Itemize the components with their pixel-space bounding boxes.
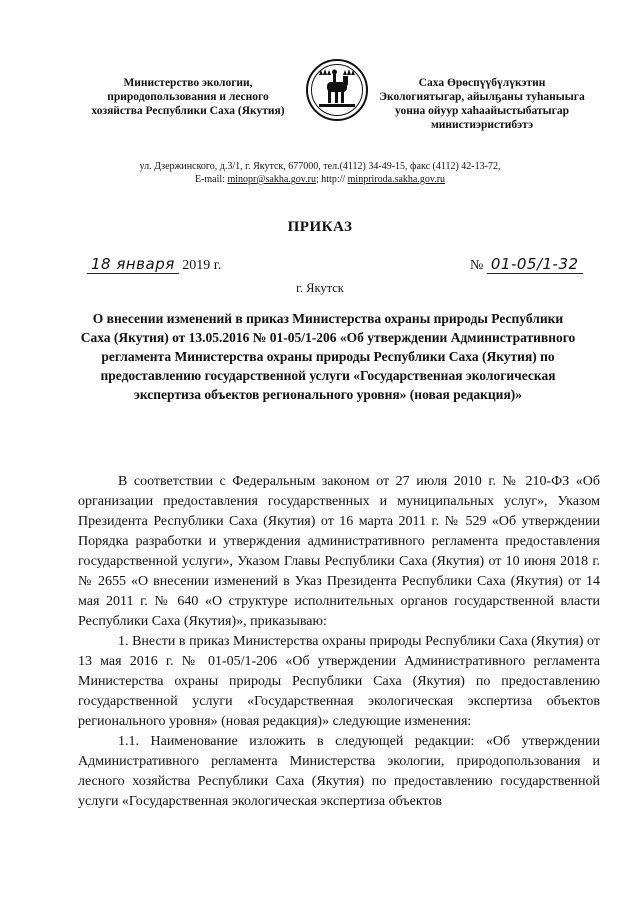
email-link[interactable]: minopr@sakha.gov.ru [227,174,316,185]
handwritten-number: 01-05/1-32 [487,255,583,274]
document-title: ПРИКАЗ [287,219,353,235]
ministry-name-yakut [372,76,592,132]
email-label: E-mail: [194,174,228,185]
order-subject: О внесении изменений в приказ Министерства охраны природы Республики Саха (Якутия) от 13.05.2016 № 01-05/1-206 «Об утверждении Административного регламента Министерства охраны природы Республики Саха (Якутия) по предоставлению государственной услуги «Государственная экологическая экспертиза объектов регионального уровня» (новая редакция)» [80,311,576,402]
ministry-name-line: Министерство экологии, [123,77,253,89]
http-label: ; http:// [315,174,348,185]
ministry-name-line: Саха Өрөспүүбүлүкэтин [418,77,546,89]
ministry-name-line: природопользования и лесного [107,91,269,103]
body-paragraph: 1. Внести в приказ Министерства охраны природы Республики Саха (Якутия) от 13 мая 2016 г. № 01-05/1-206 «Об утверждении Административного регламента Министерства охраны природы Республики Саха (Якутия) по предоставлению государственной услуги «Государственная экологическая экспертиза объектов регионального уровня» (новая редакция)» следующие изменения: [78,634,600,729]
order-number [470,255,583,274]
address-line: ул. Дзержинского, д.3/1, г. Якутск, 677000, тел.(4112) 34-49-15, факс (4112) 42-13-72, [139,161,501,172]
ministry-name-line: уонна ойуур хаһаайыстыбатыгар [394,105,570,117]
contacts-line [0,173,640,186]
handwritten-date: 18 января [87,255,179,274]
body-paragraph: 1.1. Наименование изложить в следующей редакции: «Об утверждении Административного регламента Министерства экологии, природопользования и лесного хозяйства Республики Саха (Якутия) по предоставлению государственной услуги «Государственная экологическая экспертиза объектов [78,734,600,809]
ministry-name-line: министиэристибэтэ [430,119,534,131]
order-year: 2019 г. [182,258,222,273]
order-date [87,255,221,274]
contact-address [0,160,640,186]
yakutia-emblem-icon [305,58,369,122]
order-body [78,472,600,812]
ministry-name-russian [78,76,298,118]
ministry-name-line: Экологиятыгар, айылҕаны туһаныыга [379,91,585,103]
ministry-name-line: хозяйства Республики Саха (Якутия) [91,105,285,117]
number-sign: № [470,258,484,273]
website-link[interactable]: minpriroda.sakha.gov.ru [347,174,446,185]
body-paragraph: В соответствии с Федеральным законом от 27 июля 2010 г. № 210-ФЗ «Об организации предоставления государственных и муниципальных услуг», Указом Президента Республики Саха (Якутия) от 16 марта 2011 г. № 529 «Об утверждении Порядка разработки и утверждения административного регламента предоставления государственной услуги», Указом Главы Республики Саха (Якутия) от 10 июня 2018 г. № 2655 «О внесении изменений в Указ Президента Республики Саха (Якутия) от 14 мая 2011 г. № 640 «О структуре исполнительных органов государственной власти Республики Саха (Якутия)», приказываю: [78,474,600,629]
city: г. Якутск [296,281,344,295]
